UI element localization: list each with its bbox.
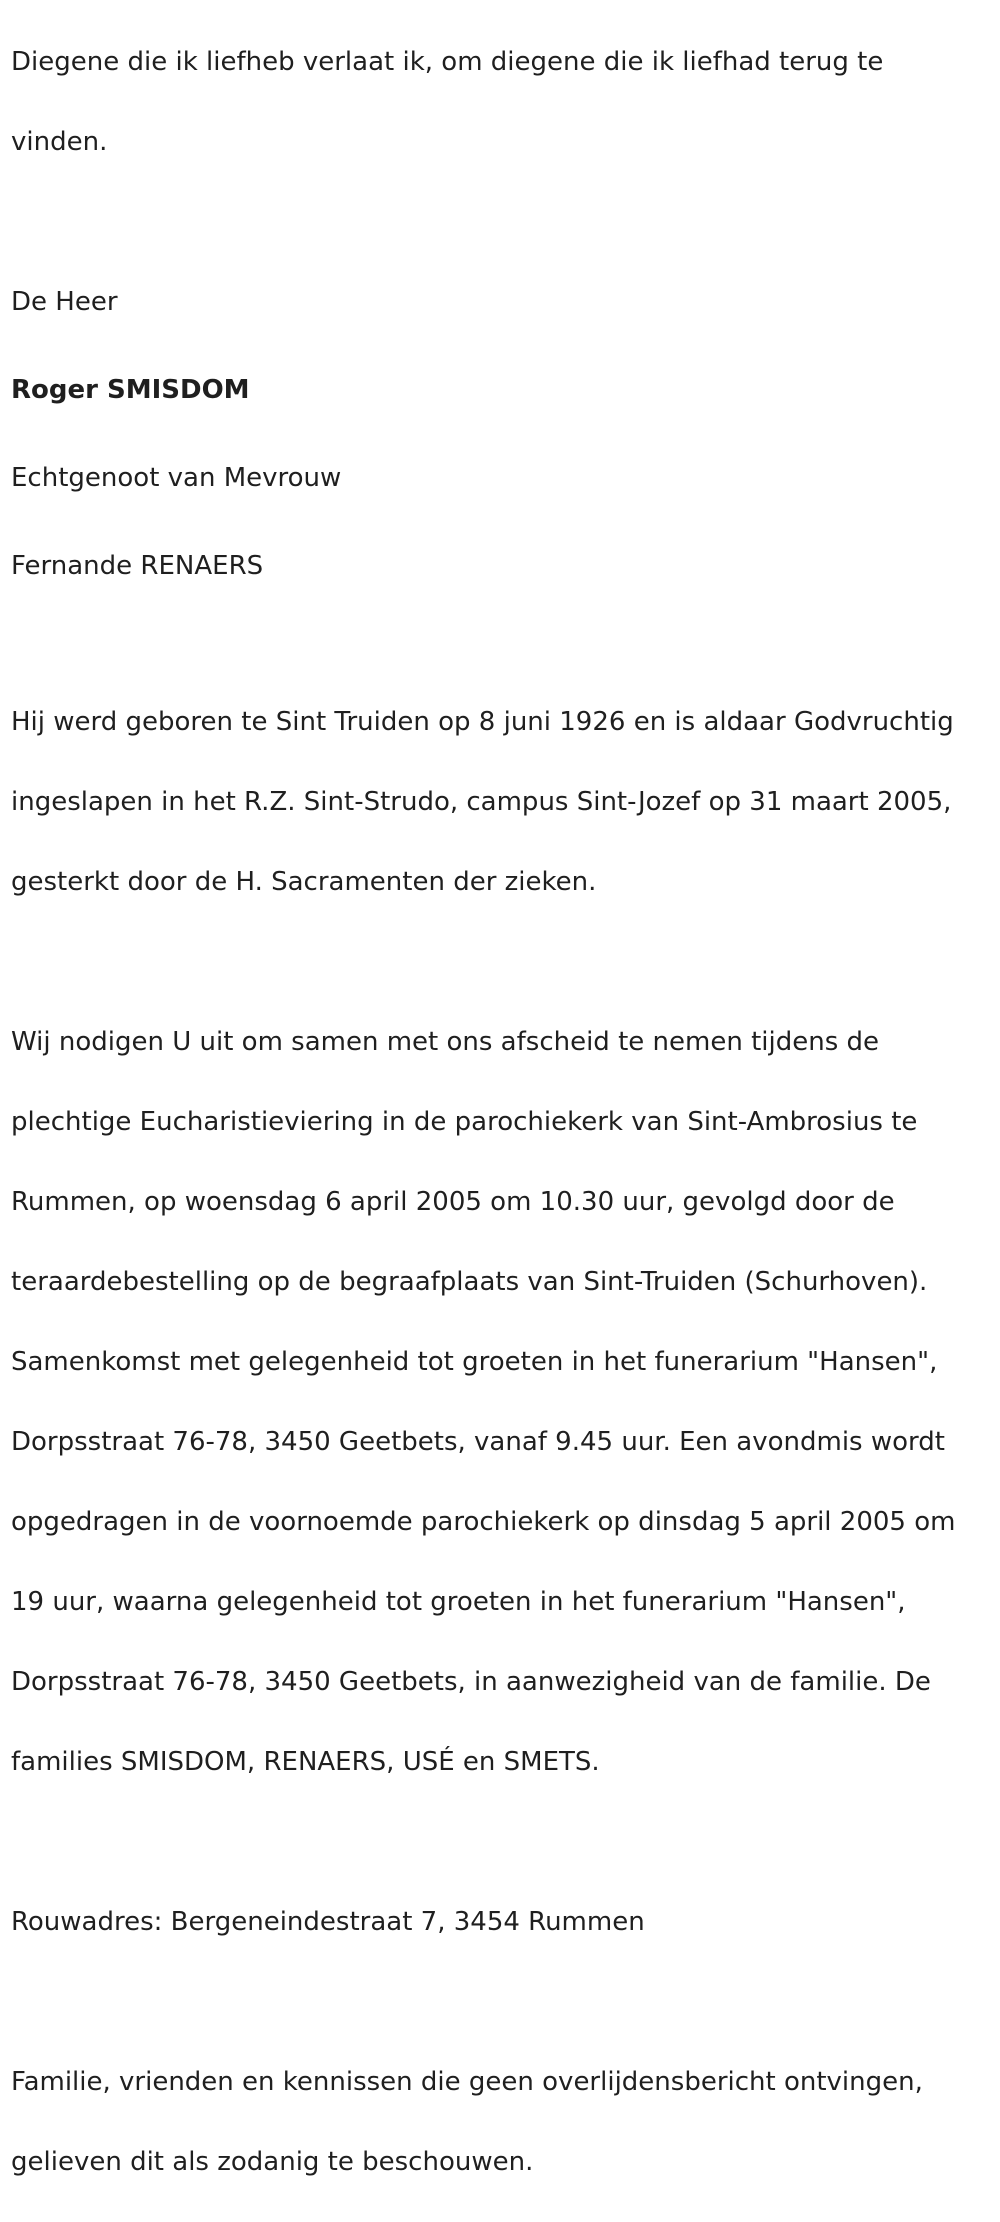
paragraph-line: Samenkomst met gelegenheid tot groeten in het funerarium "Hansen", xyxy=(11,1347,938,1377)
spouse-line: Echtgenoot van Mevrouw xyxy=(11,463,342,493)
invitation-paragraph xyxy=(11,982,991,1822)
paragraph-line: Dorpsstraat 76-78, 3450 Geetbets, vanaf 9.45 uur. Een avondmis wordt xyxy=(11,1427,945,1457)
paragraph-line: Hij werd geboren te Sint Truiden op 8 juni 1926 en is aldaar Godvruchtig xyxy=(11,707,954,737)
paragraph-line: Familie, vrienden en kennissen die geen overlijdensbericht ontvingen, xyxy=(11,2067,923,2097)
paragraph-line: families SMISDOM, RENAERS, USÉ en SMETS. xyxy=(11,1747,600,1777)
paragraph-line: opgedragen in de voornoemde parochiekerk op dinsdag 5 april 2005 om xyxy=(11,1507,956,1537)
paragraph-line: Rummen, op woensdag 6 april 2005 om 10.30 uur, gevolgd door de xyxy=(11,1187,895,1217)
paragraph-line: Dorpsstraat 76-78, 3450 Geetbets, in aanwezigheid van de familie. De xyxy=(11,1667,931,1697)
announcement-block xyxy=(11,238,991,630)
paragraph-line: ingeslapen in het R.Z. Sint-Strudo, campus Sint-Jozef op 31 maart 2005, xyxy=(11,787,952,817)
quote-paragraph xyxy=(11,2,991,202)
paragraph-line: 19 uur, waarna gelegenheid tot groeten in het funerarium "Hansen", xyxy=(11,1587,906,1617)
salutation: De Heer xyxy=(11,287,118,317)
address-paragraph xyxy=(11,1862,991,1982)
paragraph-line: Wij nodigen U uit om samen met ons afscheid te nemen tijdens de xyxy=(11,1027,880,1057)
paragraph-line: plechtige Eucharistieviering in de parochiekerk van Sint-Ambrosius te xyxy=(11,1107,918,1137)
quote-line: vinden. xyxy=(11,127,108,157)
deceased-name: Roger SMISDOM xyxy=(11,375,250,405)
mourning-address: Rouwadres: Bergeneindestraat 7, 3454 Rummen xyxy=(11,1907,645,1937)
quote-line: Diegene die ik liefheb verlaat ik, om diegene die ik liefhad terug te xyxy=(11,47,884,77)
obituary-document xyxy=(11,2,991,2222)
spouse-name: Fernande RENAERS xyxy=(11,551,264,581)
paragraph-line: teraardebestelling op de begraafplaats van Sint-Truiden (Schurhoven). xyxy=(11,1267,928,1297)
paragraph-line: gelieven dit als zodanig te beschouwen. xyxy=(11,2147,534,2177)
birth-death-paragraph xyxy=(11,662,991,942)
paragraph-line: gesterkt door de H. Sacramenten der zieken. xyxy=(11,867,597,897)
closing-paragraph xyxy=(11,2022,991,2222)
